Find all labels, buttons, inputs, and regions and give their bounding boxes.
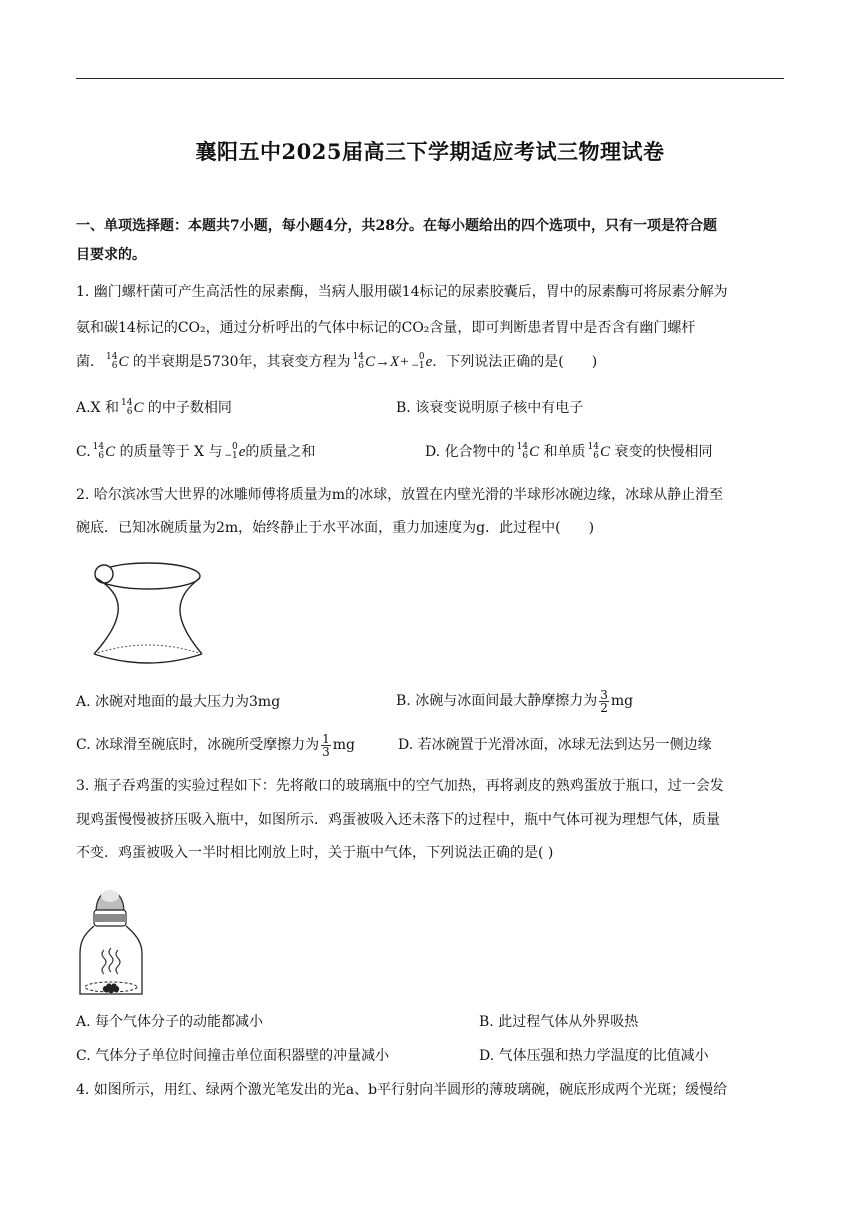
q4-stem-line1: 4. 如图所示，用红、绿两个激光笔发出的光a、b平行射向半圆形的薄玻璃碗，碗底形成两个光斑；缓慢给 bbox=[76, 1082, 728, 1098]
bowl-left-wall bbox=[94, 578, 118, 654]
heat-wave bbox=[102, 950, 106, 974]
q1-stem-line2: 氨和碳14标记的CO₂，通过分析呼出的气体中标记的CO₂含量，即可判断患者胃中是否含有幽门螺杆 bbox=[76, 320, 696, 336]
q3-stem-line2: 现鸡蛋慢慢被挤压吸入瓶中，如图所示．鸡蛋被吸入还未落下的过程中，瓶中气体可视为理想气体，质量 bbox=[76, 812, 720, 828]
heat-wave bbox=[116, 950, 120, 974]
fraction-1-3: $\frac{1}{3}$ bbox=[322, 731, 330, 759]
q2-option-d: D. 若冰碗置于光滑冰面，冰球无法到达另一侧边缘 bbox=[398, 737, 712, 753]
nuclide-symbol: C bbox=[365, 354, 376, 370]
q1-text: 菌． bbox=[76, 354, 104, 370]
nuclide-notation: 14 6 bbox=[106, 352, 118, 371]
q2-stem-line2: 碗底．已知冰碗质量为2m，始终静止于水平冰面，重力加速度为g．此过程中( ) bbox=[76, 520, 595, 536]
q1-stem-line3 bbox=[76, 352, 784, 372]
section-heading: 一、单项选择题：本题共7小题，每小题4分，共28分。在每小题给出的四个选项中，只有一项是符合题 bbox=[76, 218, 717, 234]
ice-ball bbox=[95, 565, 113, 583]
section-heading-cont: 目要求的。 bbox=[76, 247, 146, 263]
bowl-base-back bbox=[94, 645, 202, 654]
nuclide-symbol: C bbox=[118, 354, 129, 370]
q3-option-a: A. 每个气体分子的动能都减小 bbox=[76, 1014, 264, 1030]
nuclide-notation: 14 6 bbox=[587, 442, 600, 461]
q2-option-b: B. 冰碗与冰面间最大静摩擦力为 $\frac{3}{2}$ mg bbox=[396, 687, 634, 715]
header-rule bbox=[76, 78, 784, 79]
electron-notation: 0 −1 bbox=[411, 352, 425, 371]
q2-option-c: C. 冰球滑至碗底时，冰碗所受摩擦力为 $\frac{1}{3}$ mg bbox=[76, 731, 356, 759]
bowl-base-front bbox=[94, 654, 202, 663]
q1-option-c: C. 14 6 C 的质量等于 X 与 0 −1 e的质量之和 bbox=[76, 442, 316, 461]
bottle-egg-figure bbox=[78, 872, 144, 1002]
q1-option-d: D. 化合物中的 14 6 C 和单质 14 6 C 衰变的快慢相同 bbox=[425, 442, 713, 461]
nuclide-notation: 14 6 bbox=[516, 442, 529, 461]
nuclide-notation: 14 6 bbox=[352, 352, 365, 371]
q1-option-a: A.X 和 14 6 C 的中子数相同 bbox=[76, 398, 232, 417]
bowl-right-wall bbox=[180, 578, 202, 654]
q2-option-a: A. 冰碗对地面的最大压力为3mg bbox=[76, 694, 281, 710]
heat-wave bbox=[109, 948, 113, 972]
nuclide-notation: 14 6 bbox=[120, 398, 133, 417]
q3-stem-line3: 不变．鸡蛋被吸入一半时相比刚放上时，关于瓶中气体，下列说法正确的是( ) bbox=[76, 845, 554, 861]
q1-stem-line1: 1. 幽门螺杆菌可产生高活性的尿素酶，当病人服用碳14标记的尿素胶囊后，胃中的尿素酶可将尿素分解为 bbox=[76, 284, 728, 300]
fraction-3-2: $\frac{3}{2}$ bbox=[600, 687, 608, 715]
q3-option-b: B. 此过程气体从外界吸热 bbox=[479, 1014, 639, 1030]
page-title: 襄阳五中2025届高三下学期适应考试三物理试卷 bbox=[195, 139, 665, 164]
ice-bowl-figure bbox=[84, 556, 214, 668]
electron-symbol: e bbox=[425, 354, 433, 370]
decay-arrow: →X+ bbox=[375, 354, 410, 370]
q1-text: ．下列说法正确的是( ) bbox=[432, 354, 598, 370]
electron-notation: 0 −1 bbox=[224, 442, 238, 461]
q1-option-b: B. 该衰变说明原子核中有电子 bbox=[396, 400, 584, 416]
q1-text: 的半衰期是5730年，其衰变方程为 bbox=[132, 354, 351, 370]
q2-stem-line1: 2. 哈尔滨冰雪大世界的冰雕师傅将质量为m的冰球，放置在内壁光滑的半球形冰碗边缘，冰球从静止滑至 bbox=[76, 487, 724, 503]
q3-stem-line1: 3. 瓶子吞鸡蛋的实验过程如下：先将敞口的玻璃瓶中的空气加热，再将剥皮的熟鸡蛋放于瓶口，过一会发 bbox=[76, 778, 724, 794]
q3-option-d: D. 气体压强和热力学温度的比值减小 bbox=[479, 1048, 709, 1064]
q3-option-c: C. 气体分子单位时间撞击单位面积器壁的冲量减小 bbox=[76, 1048, 390, 1064]
nuclide-notation: 14 6 bbox=[92, 442, 105, 461]
